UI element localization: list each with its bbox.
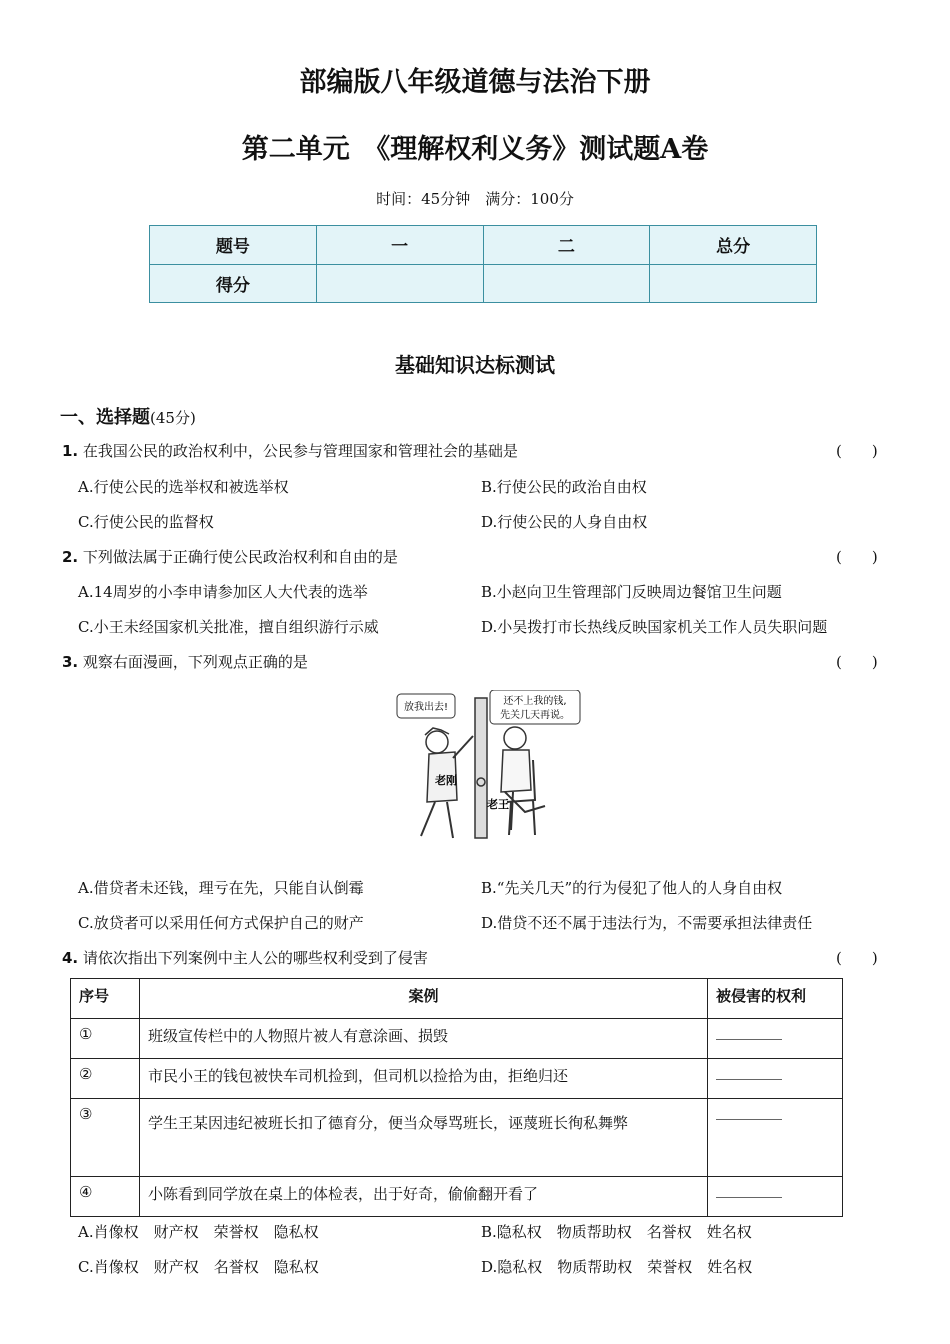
part-label: 一、选择题 (60, 407, 150, 428)
question-4 (62, 947, 428, 968)
answer-blank[interactable]: ( ) (836, 653, 878, 671)
score-input-cell[interactable] (316, 264, 483, 303)
option-a[interactable]: A.肖像权 财产权 荣誉权 隐私权 (78, 1223, 319, 1241)
option-b[interactable]: B.隐私权 物质帮助权 名誉权 姓名权 (481, 1223, 752, 1241)
label-right: 老王 (487, 798, 509, 811)
score-header-cell: 二 (483, 226, 650, 265)
table-row (71, 1059, 843, 1099)
bubble-right-text-1: 还不上我的钱, (503, 696, 567, 707)
time-and-score-info: 时间：45分钟 满分：100分 (376, 190, 574, 208)
question-number: 3. (62, 653, 79, 671)
question-1 (62, 440, 518, 461)
table-row (150, 264, 817, 303)
part-heading (60, 403, 196, 429)
option-d[interactable]: D.隐私权 物质帮助权 荣誉权 姓名权 (481, 1258, 753, 1276)
case-text: 班级宣传栏中的人物照片被人有意涂画、损毁 (140, 1019, 708, 1059)
document-subtitle: 第二单元 《理解权利义务》测试题A卷 (241, 134, 709, 165)
column-header-index: 序号 (71, 979, 140, 1019)
option-a[interactable]: A.借贷者未还钱，理亏在先，只能自认倒霉 (78, 879, 364, 897)
option-d[interactable]: D.行使公民的人身自由权 (481, 513, 648, 531)
question-3 (62, 651, 308, 672)
question-text: 请依次指出下列案例中主人公的哪些权利受到了侵害 (82, 949, 428, 967)
document-title: 部编版八年级道德与法治下册 (299, 67, 651, 98)
table-row (71, 1099, 843, 1177)
table-header-row (71, 979, 843, 1019)
option-c[interactable]: C.放贷者可以采用任何方式保护自己的财产 (78, 914, 364, 932)
bubble-right-text-2: 先关几天再说。 (500, 710, 570, 721)
answer-blank[interactable]: ( ) (836, 442, 878, 460)
question-text: 下列做法属于正确行使公民政治权利和自由的是 (82, 548, 398, 566)
option-b[interactable]: B.“先关几天”的行为侵犯了他人的人身自由权 (481, 879, 783, 897)
table-row (150, 226, 817, 265)
column-header-right: 被侵害的权利 (708, 979, 843, 1019)
answer-blank[interactable]: ( ) (836, 949, 878, 967)
score-input-cell[interactable] (483, 264, 650, 303)
option-b[interactable]: B.行使公民的政治自由权 (481, 478, 647, 496)
option-b[interactable]: B.小赵向卫生管理部门反映周边餐馆卫生问题 (481, 583, 782, 601)
case-index: ① (71, 1019, 140, 1059)
bubble-left-text: 放我出去! (403, 702, 449, 713)
answer-cell[interactable] (708, 1019, 843, 1059)
option-c[interactable]: C.肖像权 财产权 名誉权 隐私权 (78, 1258, 319, 1276)
answer-cell[interactable] (708, 1099, 843, 1177)
score-header-cell: 总分 (650, 226, 817, 265)
comic-illustration (395, 690, 585, 842)
person-right-body (501, 750, 531, 792)
part-points: (45分) (150, 409, 196, 427)
question-2 (62, 546, 398, 567)
question-number: 4. (62, 949, 79, 967)
option-a[interactable]: A.14周岁的小李申请参加区人大代表的选举 (78, 583, 368, 601)
answer-blank[interactable]: ( ) (836, 548, 878, 566)
case-index: ④ (71, 1177, 140, 1217)
option-c[interactable]: C.行使公民的监督权 (78, 513, 214, 531)
door-shape (475, 698, 487, 838)
section-title: 基础知识达标测试 (395, 353, 555, 377)
question-number: 1. (62, 442, 79, 460)
option-c[interactable]: C.小王未经国家机关批准，擅自组织游行示威 (78, 618, 379, 636)
table-row (71, 1177, 843, 1217)
score-input-cell[interactable] (650, 264, 817, 303)
case-text: 市民小王的钱包被快车司机捡到，但司机以捡拾为由，拒绝归还 (140, 1059, 708, 1099)
case-index: ② (71, 1059, 140, 1099)
label-left: 老刚 (435, 774, 457, 787)
option-a[interactable]: A.行使公民的选举权和被选举权 (78, 478, 289, 496)
case-table (70, 978, 843, 1217)
question-text: 观察右面漫画，下列观点正确的是 (82, 653, 308, 671)
answer-cell[interactable] (708, 1177, 843, 1217)
fill-blank-line[interactable] (716, 1105, 782, 1120)
table-row (71, 1019, 843, 1059)
option-d[interactable]: D.借贷不还不属于违法行为，不需要承担法律责任 (481, 914, 813, 932)
question-text: 在我国公民的政治权利中，公民参与管理国家和管理社会的基础是 (82, 442, 518, 460)
score-header-cell: 题号 (150, 226, 317, 265)
case-text: 学生王某因违纪被班长扣了德育分，便当众辱骂班长，诬蔑班长徇私舞弊 (140, 1099, 708, 1177)
score-table (149, 225, 817, 303)
fill-blank-line[interactable] (716, 1025, 782, 1040)
person-right-head (504, 727, 526, 749)
column-header-case: 案例 (140, 979, 708, 1019)
score-header-cell: 一 (316, 226, 483, 265)
answer-cell[interactable] (708, 1059, 843, 1099)
question-number: 2. (62, 548, 79, 566)
score-label-cell: 得分 (150, 264, 317, 303)
fill-blank-line[interactable] (716, 1065, 782, 1080)
case-text: 小陈看到同学放在桌上的体检表，出于好奇，偷偷翻开看了 (140, 1177, 708, 1217)
case-index: ③ (71, 1099, 140, 1177)
fill-blank-line[interactable] (716, 1183, 782, 1198)
person-left-head (426, 731, 448, 753)
option-d[interactable]: D.小吴拨打市长热线反映国家机关工作人员失职问题 (481, 618, 828, 636)
